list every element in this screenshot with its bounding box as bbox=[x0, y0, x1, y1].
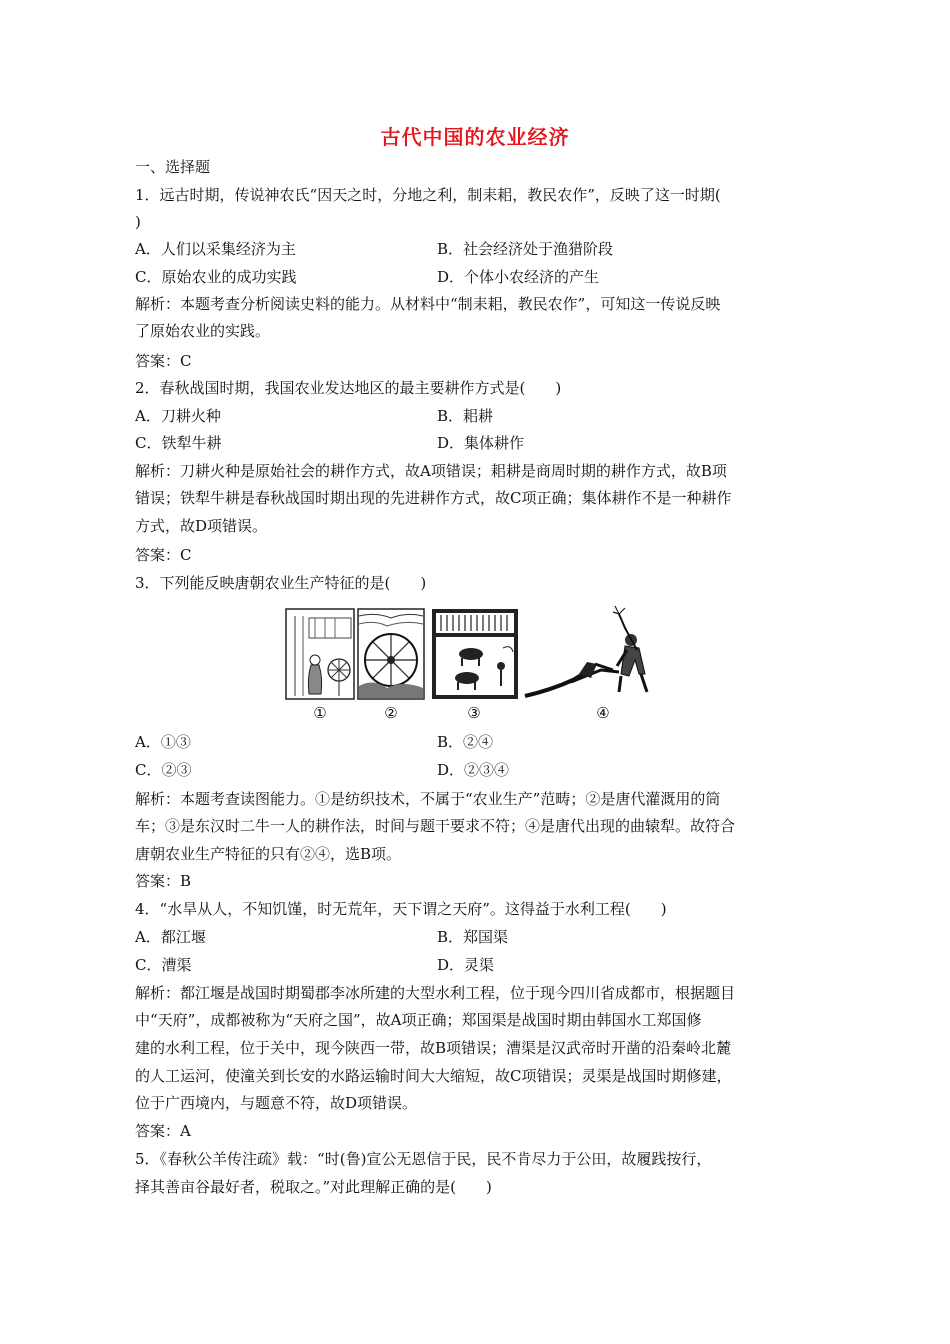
curved-plough-illustration bbox=[521, 604, 665, 700]
q4-option-d: D．灵渠 bbox=[437, 956, 495, 974]
q1-stem-line-2: ) bbox=[135, 213, 141, 231]
page-title: 古代中国的农业经济 bbox=[380, 125, 570, 149]
q1-answer: 答案：C bbox=[135, 352, 192, 370]
q5-stem-line-1: 5．《春秋公羊传注疏》载：“时(鲁)宣公无恩信于民，民不肯尽力于公田，故履践按行， bbox=[135, 1150, 712, 1168]
q3-option-b: B．②④ bbox=[437, 733, 494, 751]
q2-option-a: A．刀耕火种 bbox=[135, 407, 221, 425]
q2-explanation-line-2: 错误；铁犁牛耕是春秋战国时期出现的先进耕作方式，故C项正确；集体耕作不是一种耕作 bbox=[135, 489, 732, 507]
q2-option-b: B．耜耕 bbox=[437, 407, 494, 425]
q3-explanation-line-3: 唐朝农业生产特征的只有②④，选B项。 bbox=[135, 845, 402, 863]
q1-option-b: B．社会经济处于渔猎阶段 bbox=[437, 240, 614, 258]
q1-option-a: A．人们以采集经济为主 bbox=[135, 240, 296, 258]
figure-label-3: ③ bbox=[467, 704, 481, 722]
q3-explanation-line-1: 解析：本题考查读图能力。①是纺织技术，不属于“农业生产”范畴；②是唐代灌溉用的筒 bbox=[135, 790, 721, 808]
q3-explanation-line-2: 车；③是东汉时二牛一人的耕作法，时间与题干要求不符；④是唐代出现的曲辕犁。故符合 bbox=[135, 817, 736, 835]
q4-explanation-line-2: 中“天府”，成都被称为“天府之国”，故A项正确；郑国渠是战国时期由韩国水工郑国修 bbox=[135, 1011, 702, 1029]
q2-stem: 2．春秋战国时期，我国农业发达地区的最主要耕作方式是( ) bbox=[135, 379, 562, 397]
ox-ploughing-illustration bbox=[431, 608, 519, 700]
q1-explanation-line-1: 解析：本题考查分析阅读史料的能力。从材料中“制耒耜，教民农作”，可知这一传说反映 bbox=[135, 295, 721, 313]
figure-label-1: ① bbox=[313, 704, 327, 722]
section-heading: 一、选择题 bbox=[135, 158, 211, 176]
q3-answer: 答案：B bbox=[135, 872, 192, 890]
q2-explanation-line-3: 方式，故D项错误。 bbox=[135, 517, 268, 535]
q2-option-c: C．铁犁牛耕 bbox=[135, 434, 222, 452]
q4-explanation-line-4: 的人工运河，使潼关到长安的水路运输时间大大缩短，故C项错误；灵渠是战国时期修建， bbox=[135, 1067, 732, 1085]
q2-answer: 答案：C bbox=[135, 546, 192, 564]
q3-option-d: D．②③④ bbox=[437, 761, 510, 779]
q1-stem-line-1: 1．远古时期，传说神农氏“因天之时，分地之利，制耒耜，教民农作”，反映了这一时期( bbox=[135, 186, 721, 204]
q1-option-d: D．个体小农经济的产生 bbox=[437, 268, 600, 286]
q1-option-c: C．原始农业的成功实践 bbox=[135, 268, 297, 286]
q4-explanation-line-1: 解析：都江堰是战国时期蜀郡李冰所建的大型水利工程，位于现今四川省成都市，根据题目 bbox=[135, 984, 736, 1002]
q4-option-c: C．漕渠 bbox=[135, 956, 192, 974]
q2-explanation-line-1: 解析：刀耕火种是原始社会的耕作方式，故A项错误；耜耕是商周时期的耕作方式，故B项 bbox=[135, 462, 727, 480]
q3-option-c: C．②③ bbox=[135, 761, 192, 779]
q3-figure-group bbox=[285, 608, 665, 724]
figure-label-2: ② bbox=[384, 704, 398, 722]
q4-option-b: B．郑国渠 bbox=[437, 928, 509, 946]
q5-stem-line-2: 择其善亩谷最好者，税取之。”对此理解正确的是( ) bbox=[135, 1178, 492, 1196]
q2-option-d: D．集体耕作 bbox=[437, 434, 525, 452]
q3-option-a: A．①③ bbox=[135, 733, 191, 751]
q4-answer: 答案：A bbox=[135, 1122, 191, 1140]
water-wheel-illustration bbox=[357, 608, 425, 700]
figure-label-4: ④ bbox=[596, 704, 610, 722]
q4-stem: 4．“水旱从人，不知饥馑，时无荒年，天下谓之天府”。这得益于水利工程( ) bbox=[135, 900, 667, 918]
q1-explanation-line-2: 了原始农业的实践。 bbox=[135, 322, 271, 340]
q4-option-a: A．都江堰 bbox=[135, 928, 206, 946]
q4-explanation-line-5: 位于广西境内，与题意不符，故D项错误。 bbox=[135, 1094, 418, 1112]
spinning-illustration bbox=[285, 608, 355, 700]
q4-explanation-line-3: 建的水利工程，位于关中，现今陕西一带，故B项错误；漕渠是汉武帝时开凿的沿秦岭北麓 bbox=[135, 1039, 732, 1057]
q3-stem: 3．下列能反映唐朝农业生产特征的是( ) bbox=[135, 574, 427, 592]
